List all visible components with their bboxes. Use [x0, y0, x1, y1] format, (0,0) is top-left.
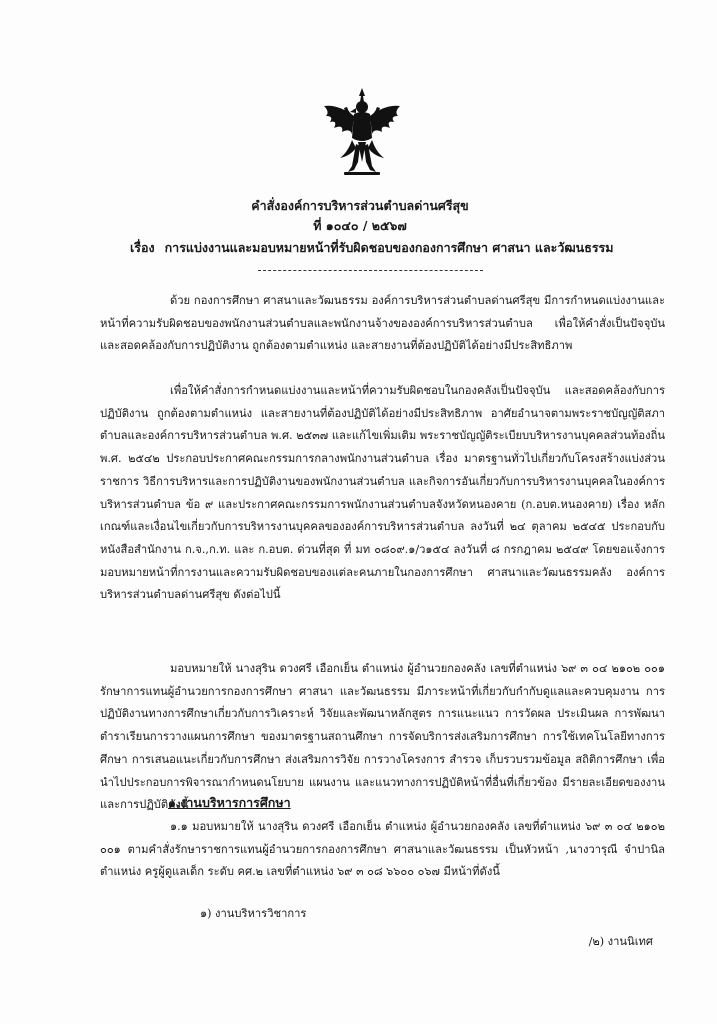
- order-title: คำสั่งองค์การบริหารส่วนตำบลด่านศรีสุข: [251, 198, 469, 213]
- paragraph-intro: [100, 290, 665, 358]
- paragraph-section-1-1: [100, 816, 665, 884]
- paragraph-text: เพื่อให้คำสั่งการกำหนดแบ่งงานและหน้าที่ความรับผิดชอบในกองคลังเป็นปัจจุบัน และสอดคล้องกับการปฏิบัติงาน ถูกต้องตามตำแหน่ง และสายงานที่ต้องปฏิบัติได้อย่างมีประสิทธิภาพ อาศัยอำนาจตามพระราชบัญญัติสภาตำบลและองค์การบริหารส่วนตำบล พ.ศ. ๒๕๓๗ และแก้ไขเพิ่มเติม พระราชบัญญัติระเบียบบริหารงานบุคคลส่วนท้องถิ่น พ.ศ. ๒๕๔๒ ประกอบประกาศคณะกรรมการกลางพนักงานส่วนตำบล เรื่อง มาตรฐานทั่วไปเกี่ยวกับโครงสร้างแบ่งส่วนราชการ วิธีการบริหารและการปฏิบัติงานของพนักงานส่วนตำบล และกิจการอันเกี่ยวกับการบริหารงานบุคคลในองค์การบริหารส่วนตำบล ข้อ ๙ และประกาศคณะกรรมการพนักงานส่วนตำบลจังหวัดหนองคาย (ก.อบต.หนองคาย) เรื่อง หลักเกณฑ์และเงื่อนไขเกี่ยวกับการบริหารงานบุคคลขององค์การบริหารส่วนตำบล ลงวันที่ ๒๔ ตุลาคม ๒๕๔๕ ประกอบกับหนังสือสำนักงาน ก.จ.,ก.ท. และ ก.อบต. ด่วนที่สุด ที่ มท ๐๘๐๙.๑/ว๑๕๔ ลงวันที่ ๘ กรกฎาคม ๒๕๔๙ โดยขอแจ้งการมอบหมายหน้าที่การงานและความรับผิดชอบของแต่ละคนภายในกองการศึกษา ศาสนาและวัฒนธรรมคลัง องค์การบริหารส่วนตำบลด่านศรีสุข ดังต่อไปนี้: [100, 384, 665, 602]
- subject-label: เรื่อง: [130, 240, 155, 255]
- sub-item: ๑) งานบริหารวิชาการ: [200, 907, 307, 920]
- page-continuation: /๒) งานนิเทศ: [588, 935, 653, 948]
- paragraph-text: ด้วย กองการศึกษา ศาสนาและวัฒนธรรม องค์การบริหารส่วนตำบลด่านศรีสุข มีการกำหนดแบ่งงานและหน้าที่ความรับผิดชอบของพนักงานส่วนตำบลและพนักงานจ้างขององค์การบริหารส่วนตำบล เพื่อให้คำสั่งเป็นปัจจุบัน และสอดคล้องกับการปฏิบัติงาน ถูกต้องตามตำแหน่ง และสายงานที่ต้องปฏิบัติได้อย่างมีประสิทธิภาพ: [100, 294, 665, 353]
- section-heading: ๑.งานบริหารการศึกษา: [168, 795, 291, 810]
- paragraph-authority: [100, 380, 665, 607]
- garuda-emblem-icon: [318, 86, 406, 178]
- header-divider: [258, 270, 483, 271]
- order-subject: [130, 239, 614, 257]
- paragraph-text: ๑.๑ มอบหมายให้ นางสุริน ดวงศรี เอือกเย็น ตำแหน่ง ผู้อำนวยกองคลัง เลขที่ตำแหน่ง ๖๙ ๓ ๐๔ ๒๑๐๒ ๐๐๑ ตามคำสั่งรักษาราชการแทนผู้อำนวยการกองการศึกษา ศาสนาและวัฒนธรรม เป็นหัวหน้า ,นางวารุณี จำปานิล ตำแหน่ง ครูผู้ดูแลเด็ก ระดับ คศ.๒ เลขที่ตำแหน่ง ๖๙ ๓ ๐๘ ๖๖๐๐ ๐๖๗ มีหน้าที่ดังนี้: [100, 820, 665, 879]
- paragraph-text: มอบหมายให้ นางสุริน ดวงศรี เอือกเย็น ตำแหน่ง ผู้อำนวยกองคลัง เลขที่ตำแหน่ง ๖๙ ๓ ๐๔ ๒๑๐๒ ๐๐๑ รักษาการแทนผู้อำนวยการกองการศึกษา ศาสนา และวัฒนธรรม มีภาระหน้าที่เกี่ยวกับกำกับดูแลและควบคุมงาน การปฏิบัติงานทางการศึกษาเกี่ยวกับการวิเคราะห์ วิจัยและพัฒนาหลักสูตร การแนะแนว การวัดผล ประเมินผล การพัฒนา ตำราเรียนการวางแผนการศึกษา ของมาตรฐานสถานศึกษา การจัดบริการส่งเสริมการศึกษา การใช้เทคโนโลยีทางการศึกษา การเสนอแนะเกี่ยวกับการศึกษา ส่งเสริมการวิจัย การวางโครงการ สำรวจ เก็บรวบรวมข้อมูล สถิติการศึกษา เพื่อนำไปประกอบการพิจารณากำหนดนโยบาย แผนงาน และแนวทางการปฏิบัติหน้าที่อื่นที่เกี่ยวข้อง มีรายละเอียดของงานและการปฏิบัติดังนี้: [100, 662, 665, 812]
- order-number: ที่ ๑๐๔๐ / ๒๕๖๗: [313, 218, 407, 233]
- subject-text: การแบ่งงานและมอบหมายหน้าที่รับผิดชอบของกองการศึกษา ศาสนา และวัฒนธรรม: [164, 240, 614, 255]
